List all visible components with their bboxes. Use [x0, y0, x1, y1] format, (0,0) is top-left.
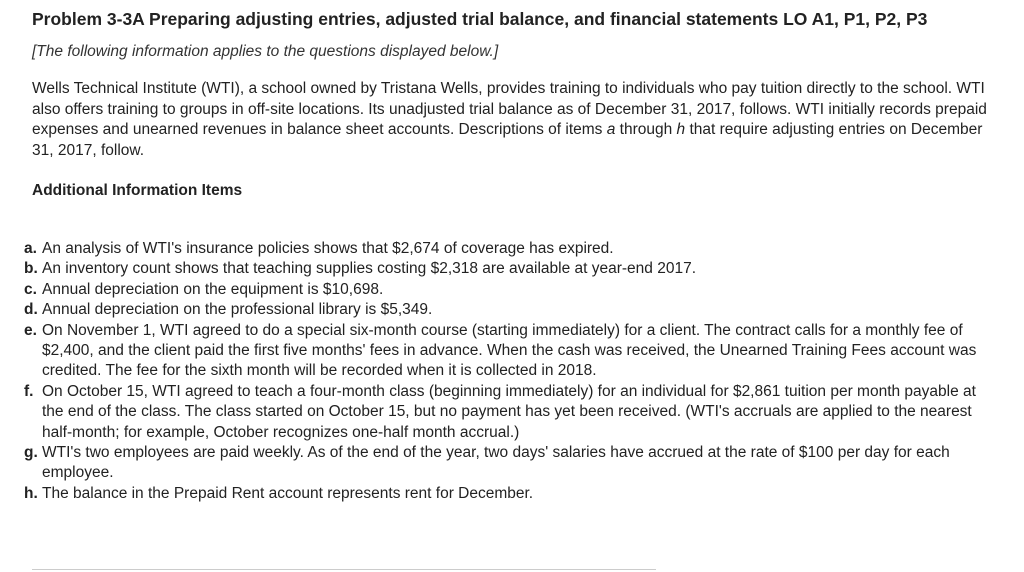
item-e — [24, 321, 992, 382]
item-g — [24, 443, 992, 484]
item-text: An inventory count shows that teaching supplies costing $2,318 are available at year-end 2017. — [42, 260, 697, 278]
item-h — [24, 484, 992, 504]
item-letter: h. — [24, 484, 38, 502]
intro-text-3: that require adjusting entries on December 31, 2017, follow. — [32, 121, 983, 159]
intro-item-h: h — [676, 121, 686, 138]
adjustment-items-list — [24, 239, 992, 504]
bottom-divider — [32, 569, 656, 570]
item-text: On October 15, WTI agreed to teach a four-month class (beginning immediately) for an individual for $2,861 tuition per month payable at the end of the class. The class started on October 15, but no payment has yet been received. (WTI's accruals are applied to the nearest half-month; for example, October recognizes one-half month accrual.) — [42, 382, 976, 441]
item-text: The balance in the Prepaid Rent account represents rent for December. — [42, 484, 534, 502]
item-letter: d. — [24, 301, 38, 319]
item-f — [24, 382, 992, 443]
item-text: On November 1, WTI agreed to do a special six-month course (starting immediately) for a client. The contract calls for a monthly fee of $2,400, and the client paid the first five months' fees in advance. When the cash was received, the Unearned Training Fees account was credited. The fee for the sixth month will be recorded when it is collected in 2018. — [42, 321, 977, 380]
item-text: WTI's two employees are paid weekly. As of the end of the year, two days' salaries have accrued at the rate of $100 per day for each employee. — [42, 444, 950, 482]
problem-title: Problem 3-3A Preparing adjusting entries, adjusted trial balance, and financial statements LO A1, P1, P2, P3 — [32, 9, 928, 29]
item-letter: a. — [24, 240, 37, 257]
item-text: Annual depreciation on the professional library is $5,349. — [42, 301, 433, 319]
item-b — [24, 259, 992, 279]
item-text: Annual depreciation on the equipment is $10,698. — [42, 280, 384, 298]
item-letter: f. — [24, 382, 34, 400]
item-letter: b. — [24, 260, 38, 278]
item-c — [24, 280, 992, 300]
intro-item-a: a — [606, 121, 616, 138]
item-a — [24, 239, 992, 259]
item-d — [24, 300, 992, 320]
intro-text-1: Wells Technical Institute (WTI), a school owned by Tristana Wells, provides training to individuals who pay tuition directly to the school. WTI also offers training to groups in off-site locations. Its unadjusted trial balance as of December 31, 2017, follows. WTI initially records prepaid expenses and unearned revenues in balance sheet accounts. Descriptions of items — [32, 80, 987, 138]
item-letter: e. — [24, 321, 37, 339]
additional-info-heading: Additional Information Items — [32, 182, 243, 199]
intro-paragraph — [32, 79, 992, 161]
item-text: An analysis of WTI's insurance policies shows that $2,674 of coverage has expired. — [42, 240, 614, 257]
item-letter: g. — [24, 444, 38, 462]
info-note: [The following information applies to the questions displayed below.] — [32, 43, 499, 60]
intro-text-2: through — [615, 121, 677, 138]
item-letter: c. — [24, 280, 37, 298]
